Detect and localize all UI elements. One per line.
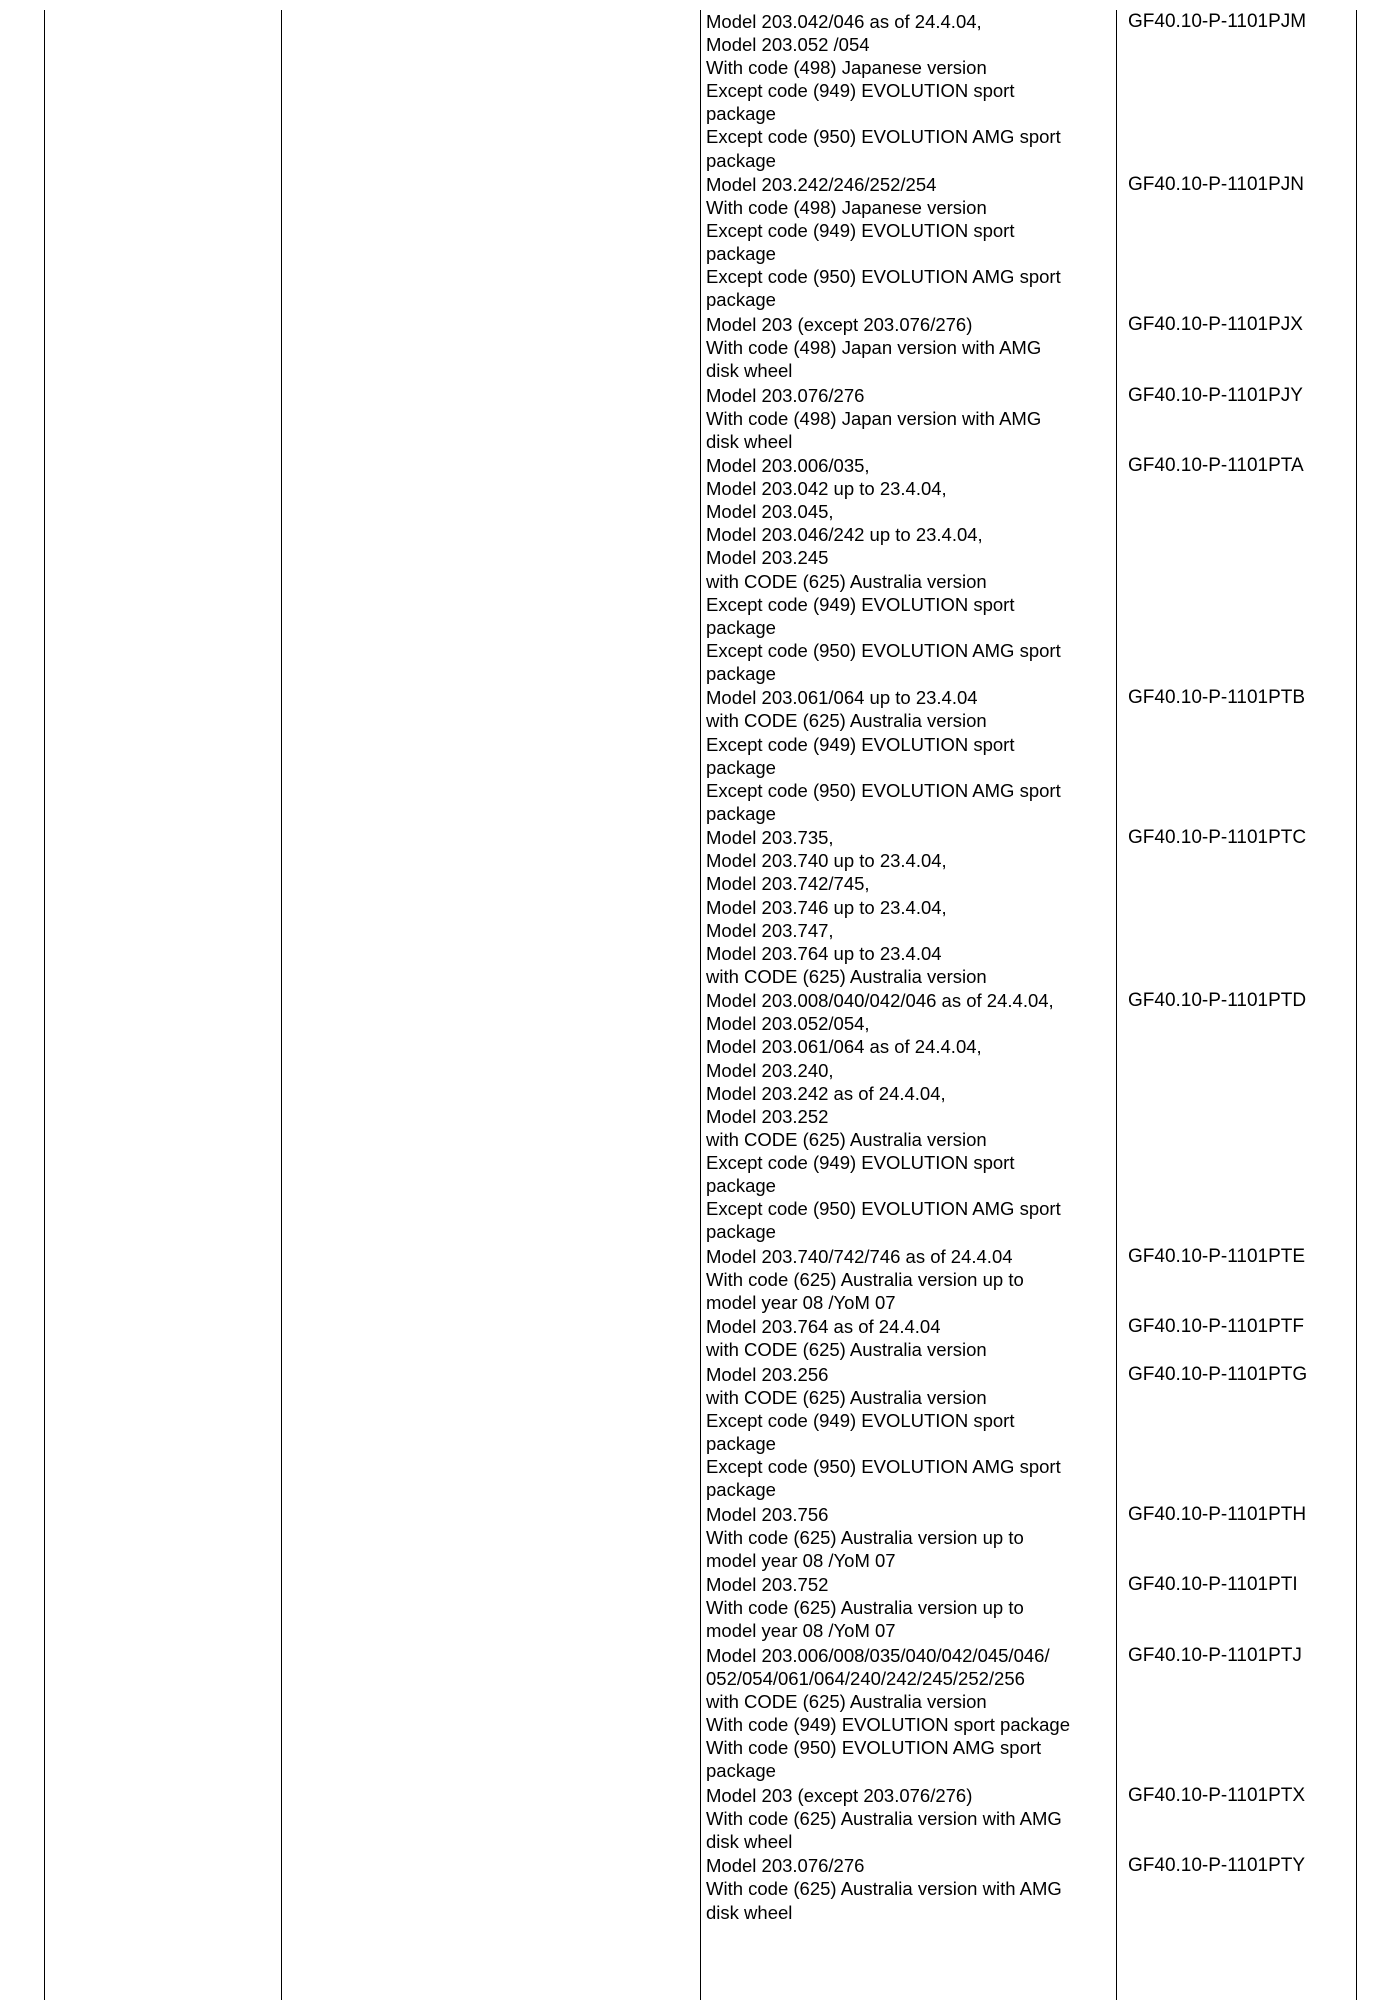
description-line: Model 203.735, [706, 827, 834, 849]
description-line: Except code (949) EVOLUTION sport [706, 220, 1015, 242]
description-line: Model 203.008/040/042/046 as of 24.4.04, [706, 990, 1054, 1012]
table-row [706, 1854, 1366, 1925]
description-line: with CODE (625) Australia version [706, 1386, 987, 1408]
table-row [706, 686, 1366, 826]
description-line: Model 203.756 [706, 1503, 829, 1525]
description-line: With code (625) Australia version with AMG [706, 1807, 1062, 1829]
table-row [706, 384, 1366, 455]
description-line: Model 203.746 up to 23.4.04, [706, 896, 947, 918]
description-line: Model 203.061/064 as of 24.4.04, [706, 1036, 982, 1058]
document-code: GF40.10-P-1101PTB [1128, 687, 1306, 709]
document-code: GF40.10-P-1101PJY [1128, 384, 1303, 406]
table-row [706, 173, 1366, 313]
document-code: GF40.10-P-1101PTF [1128, 1316, 1305, 1338]
description-line: model year 08 /YoM 07 [706, 1291, 896, 1313]
description-line: with CODE (625) Australia version [706, 965, 987, 987]
description-line: Model 203.052 /054 [706, 34, 870, 56]
description-line: package [706, 103, 776, 125]
description-line: package [706, 1433, 776, 1455]
description-line: package [706, 662, 776, 684]
description-line: With code (625) Australia version with AMG [706, 1878, 1062, 1900]
model-description [706, 1315, 1116, 1361]
description-line: With code (498) Japan version with AMG [706, 336, 1042, 358]
model-description [706, 1503, 1116, 1572]
description-line: Model 203.076/276 [706, 384, 865, 406]
description-line: package [706, 616, 776, 638]
description-line: Except code (950) EVOLUTION AMG sport [706, 266, 1061, 288]
document-code: GF40.10-P-1101PTE [1128, 1245, 1306, 1267]
model-description [706, 989, 1116, 1243]
description-line: Except code (950) EVOLUTION AMG sport [706, 126, 1061, 148]
description-line: Model 203.764 as of 24.4.04 [706, 1316, 941, 1338]
table-row [706, 454, 1366, 686]
table-row [706, 1573, 1366, 1644]
table-row [706, 1245, 1366, 1316]
description-line: Model 203.740 up to 23.4.04, [706, 850, 947, 872]
table-border-left [44, 10, 45, 2000]
document-code: GF40.10-P-1101PTC [1128, 827, 1307, 849]
description-line: package [706, 1221, 776, 1243]
model-description [706, 173, 1116, 312]
document-code: GF40.10-P-1101PJX [1128, 313, 1303, 335]
table-row [706, 1784, 1366, 1855]
description-line: Model 203.764 up to 23.4.04 [706, 942, 942, 964]
description-line: with CODE (625) Australia version [706, 710, 987, 732]
table-row [706, 1503, 1366, 1574]
description-line: Except code (950) EVOLUTION AMG sport [706, 1198, 1061, 1220]
description-line: disk wheel [706, 1901, 793, 1923]
model-description [706, 313, 1116, 382]
description-line: Except code (949) EVOLUTION sport [706, 593, 1015, 615]
model-description [706, 1573, 1116, 1642]
description-line: disk wheel [706, 360, 793, 382]
table-column-divider-1 [281, 10, 282, 2000]
description-line: Model 203.006/008/035/040/042/045/046/ [706, 1644, 1050, 1666]
document-code: GF40.10-P-1101PTY [1128, 1855, 1306, 1877]
description-line: package [706, 243, 776, 265]
document-code: GF40.10-P-1101PTX [1128, 1784, 1306, 1806]
description-line: with CODE (625) Australia version [706, 1339, 987, 1361]
description-line: Model 203.046/242 up to 23.4.04, [706, 524, 983, 546]
document-code: GF40.10-P-1101PTJ [1128, 1644, 1302, 1666]
description-line: Model 203.061/064 up to 23.4.04 [706, 687, 978, 709]
description-line: Model 203 (except 203.076/276) [706, 1784, 973, 1806]
description-line: Except code (949) EVOLUTION sport [706, 1151, 1015, 1173]
description-line: With code (625) Australia version up to [706, 1526, 1024, 1548]
description-line: with CODE (625) Australia version [706, 1128, 987, 1150]
description-line: disk wheel [706, 430, 793, 452]
description-line: Model 203.240, [706, 1059, 834, 1081]
table-column-divider-2 [700, 10, 701, 2000]
table-row [706, 989, 1366, 1244]
description-line: Except code (949) EVOLUTION sport [706, 1409, 1015, 1431]
description-line: Model 203.252 [706, 1105, 829, 1127]
description-line: Model 203.740/742/746 as of 24.4.04 [706, 1245, 1013, 1267]
document-code: GF40.10-P-1101PJN [1128, 174, 1305, 195]
model-description [706, 1363, 1116, 1502]
document-code: GF40.10-P-1101PTA [1128, 455, 1304, 477]
model-description [706, 1854, 1116, 1923]
model-description [706, 1784, 1116, 1853]
description-line: package [706, 1479, 776, 1501]
document-code: GF40.10-P-1101PTD [1128, 990, 1307, 1012]
description-line: disk wheel [706, 1830, 793, 1852]
description-line: Model 203.042 up to 23.4.04, [706, 478, 947, 500]
description-line: package [706, 756, 776, 778]
description-line: With code (949) EVOLUTION sport package [706, 1714, 1070, 1736]
document-code: GF40.10-P-1101PTH [1128, 1503, 1307, 1525]
table-row [706, 826, 1366, 989]
description-line: with CODE (625) Australia version [706, 570, 987, 592]
description-line: With code (498) Japanese version [706, 197, 987, 219]
description-line: Except code (949) EVOLUTION sport [706, 80, 1015, 102]
model-description [706, 384, 1116, 453]
model-description [706, 1245, 1116, 1314]
description-line: With code (950) EVOLUTION AMG sport [706, 1737, 1042, 1759]
description-line: Model 203.076/276 [706, 1855, 865, 1877]
description-line: model year 08 /YoM 07 [706, 1620, 896, 1642]
document-code: GF40.10-P-1101PTI [1128, 1574, 1298, 1596]
description-line: model year 08 /YoM 07 [706, 1549, 896, 1571]
table-row [706, 1644, 1366, 1784]
description-line: With code (625) Australia version up to [706, 1597, 1024, 1619]
description-line: package [706, 289, 776, 311]
model-description [706, 686, 1116, 825]
description-line: Model 203.045, [706, 501, 834, 523]
table-row [706, 1363, 1366, 1503]
model-description [706, 826, 1116, 988]
description-line: Model 203.747, [706, 919, 834, 941]
document-code: GF40.10-P-1101PJM [1128, 11, 1307, 32]
description-line: Model 203.752 [706, 1574, 829, 1596]
description-line: Model 203.052/054, [706, 1013, 870, 1035]
description-line: With code (498) Japanese version [706, 57, 987, 79]
model-description [706, 10, 1116, 172]
description-line: package [706, 149, 776, 171]
description-line: Model 203.006/035, [706, 455, 870, 477]
description-line: 052/054/061/064/240/242/245/252/256 [706, 1667, 1025, 1689]
model-description [706, 1644, 1116, 1783]
description-line: Except code (950) EVOLUTION AMG sport [706, 1456, 1061, 1478]
description-line: Model 203.042/046 as of 24.4.04, [706, 11, 982, 32]
description-line: Except code (949) EVOLUTION sport [706, 733, 1015, 755]
description-line: package [706, 802, 776, 824]
document-code: GF40.10-P-1101PTG [1128, 1363, 1308, 1385]
description-line: package [706, 1760, 776, 1782]
description-line: Model 203.742/745, [706, 873, 870, 895]
model-description [706, 454, 1116, 685]
description-line: With code (498) Japan version with AMG [706, 407, 1042, 429]
description-line: Model 203.242/246/252/254 [706, 174, 937, 195]
description-line: Model 203.245 [706, 547, 829, 569]
description-line: Model 203.242 as of 24.4.04, [706, 1082, 946, 1104]
description-line: Except code (950) EVOLUTION AMG sport [706, 639, 1061, 661]
description-line: package [706, 1175, 776, 1197]
description-line: Model 203.256 [706, 1363, 829, 1385]
description-line: With code (625) Australia version up to [706, 1268, 1024, 1290]
table-row [706, 313, 1366, 384]
table-row [706, 10, 1366, 173]
description-line: with CODE (625) Australia version [706, 1691, 987, 1713]
table-row [706, 1315, 1366, 1363]
description-line: Except code (950) EVOLUTION AMG sport [706, 779, 1061, 801]
description-line: Model 203 (except 203.076/276) [706, 313, 973, 335]
